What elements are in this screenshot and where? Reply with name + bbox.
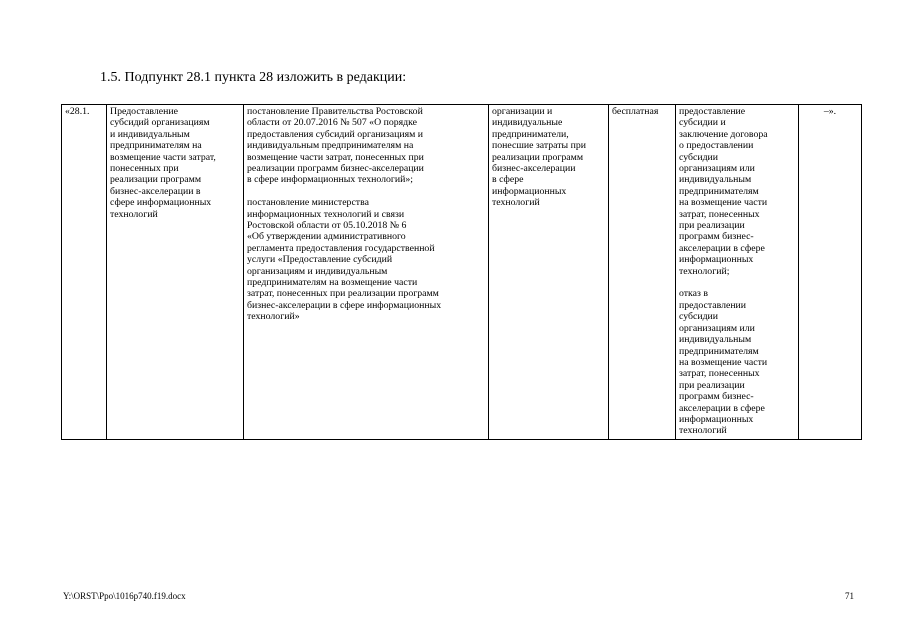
cell-lines	[612, 106, 672, 117]
cell-text-line: сфере информационных	[110, 197, 212, 209]
cell-text-line: программ бизнес-	[679, 391, 754, 403]
cell-text-line: акселерации в сфере	[679, 402, 765, 414]
cell-text-line: индивидуальным	[679, 334, 752, 346]
cell-text-line: области от 20.07.2016 № 507 «О порядке	[247, 117, 417, 129]
cell-text-line: технологий	[679, 425, 727, 437]
cell-text-line: организациям или	[679, 163, 755, 175]
cell-text-line: предприниматели,	[492, 128, 569, 140]
cell-lines	[247, 106, 485, 186]
cell-item-number	[62, 105, 107, 440]
cell-text-line: понесшие затраты при	[492, 140, 586, 152]
table-row	[62, 105, 862, 440]
cell-text-line: при реализации	[679, 220, 745, 232]
footer-file-path: Y:\ORST\Ppo\1016p740.f19.docx	[63, 591, 186, 601]
cell-text-line: информационных технологий и связи	[247, 208, 405, 220]
cell-text-line: информационных	[679, 254, 754, 266]
cell-result	[676, 105, 799, 440]
cell-text-line: «28.1.	[65, 106, 90, 117]
cell-text-line: постановление Правительства Ростовской	[247, 106, 423, 117]
cell-text-line: на возмещение части	[679, 356, 768, 368]
cell-text-line: и индивидуальным	[110, 128, 190, 140]
cell-text-line: в сфере информационных технологий»;	[247, 174, 414, 186]
cell-text-line: предоставления субсидий организациям и	[247, 128, 423, 140]
cell-text-line: бизнес-акселерации	[492, 163, 576, 175]
cell-text-line: затрат, понесенных	[679, 368, 760, 380]
cell-text-line: предпринимателям на	[110, 140, 202, 152]
cell-text-line: программ бизнес-	[679, 231, 754, 243]
cell-text-line: организации и	[492, 106, 553, 117]
cell-closing	[799, 105, 862, 440]
cell-recipients	[489, 105, 609, 440]
cell-lines	[247, 197, 485, 322]
cell-text-line: отказ в	[679, 288, 708, 300]
cell-legal-acts	[244, 105, 489, 440]
cell-text-line: информационных	[492, 185, 567, 197]
cell-text-line: возмещение части затрат, понесенных при	[247, 151, 424, 163]
cell-cost	[609, 105, 676, 440]
cell-text-line: индивидуальные	[492, 117, 563, 129]
cell-text-line: информационных	[679, 413, 754, 425]
footer-page-number: 71	[845, 591, 854, 601]
cell-text-line: предпринимателям на возмещение части	[247, 277, 418, 289]
cell-text-line: бесплатная	[612, 106, 659, 117]
cell-text-line: бизнес-акселерации в	[110, 185, 201, 197]
cell-text-line: субсидии	[679, 151, 719, 163]
cell-lines	[492, 106, 605, 209]
cell-text-line: предпринимателям	[679, 185, 759, 197]
cell-text-line: предоставление	[679, 106, 746, 117]
cell-text-line: технологий	[110, 208, 158, 220]
cell-lines	[110, 106, 240, 220]
cell-text-line: услуги «Предоставление субсидий	[247, 254, 393, 266]
cell-lines	[679, 288, 795, 436]
cell-text-line: технологий»	[247, 311, 300, 323]
paragraph-gap	[679, 277, 795, 288]
cell-text-line: реализации программ	[110, 174, 202, 186]
cell-text-line: регламента предоставления государственной	[247, 242, 435, 254]
cell-text-line: субсидии и	[679, 117, 726, 129]
cell-text-line: технологий;	[679, 265, 730, 277]
cell-text-line: субсидии	[679, 311, 719, 323]
cell-text-line: предоставлении	[679, 299, 747, 311]
cell-text-line: при реализации	[679, 379, 745, 391]
cell-service-name	[107, 105, 244, 440]
cell-text-line: бизнес-акселерации в сфере информационных	[247, 299, 442, 311]
cell-text-line: индивидуальным предпринимателям на	[247, 140, 414, 152]
cell-text-line: Предоставление	[110, 106, 178, 117]
cell-text-line: возмещение части затрат,	[110, 151, 216, 163]
cell-text-line: реализации программ	[492, 151, 584, 163]
cell-text-line: затрат, понесенных	[679, 208, 760, 220]
cell-text-line: индивидуальным	[679, 174, 752, 186]
cell-text-line: предпринимателям	[679, 345, 759, 357]
cell-text-line: Ростовской области от 05.10.2018 № 6	[247, 220, 407, 232]
cell-text-line: –».	[823, 106, 837, 117]
cell-text-line: реализации программ бизнес-акселерации	[247, 163, 424, 175]
amendment-table	[61, 104, 862, 440]
cell-text-line: понесенных при	[110, 163, 179, 175]
cell-text-line: организациям или	[679, 322, 755, 334]
cell-text-line: «Об утверждении административного	[247, 231, 406, 243]
section-heading: 1.5. Подпункт 28.1 пункта 28 изложить в редакции:	[100, 70, 407, 85]
cell-text-line: о предоставлении	[679, 140, 754, 152]
cell-text-line: организациям и индивидуальным	[247, 265, 388, 277]
cell-text-line: затрат, понесенных при реализации программ	[247, 288, 439, 300]
cell-text-line: в сфере	[492, 174, 524, 186]
cell-lines	[65, 106, 103, 117]
cell-text-line: постановление министерства	[247, 197, 369, 209]
cell-text-line: субсидий организациям	[110, 117, 210, 129]
cell-text-line: заключение договора	[679, 128, 768, 140]
cell-text-line: акселерации в сфере	[679, 242, 765, 254]
cell-lines	[802, 106, 858, 117]
cell-lines	[679, 106, 795, 277]
cell-text-line: на возмещение части	[679, 197, 768, 209]
paragraph-gap	[247, 186, 485, 197]
cell-text-line: технологий	[492, 197, 540, 209]
